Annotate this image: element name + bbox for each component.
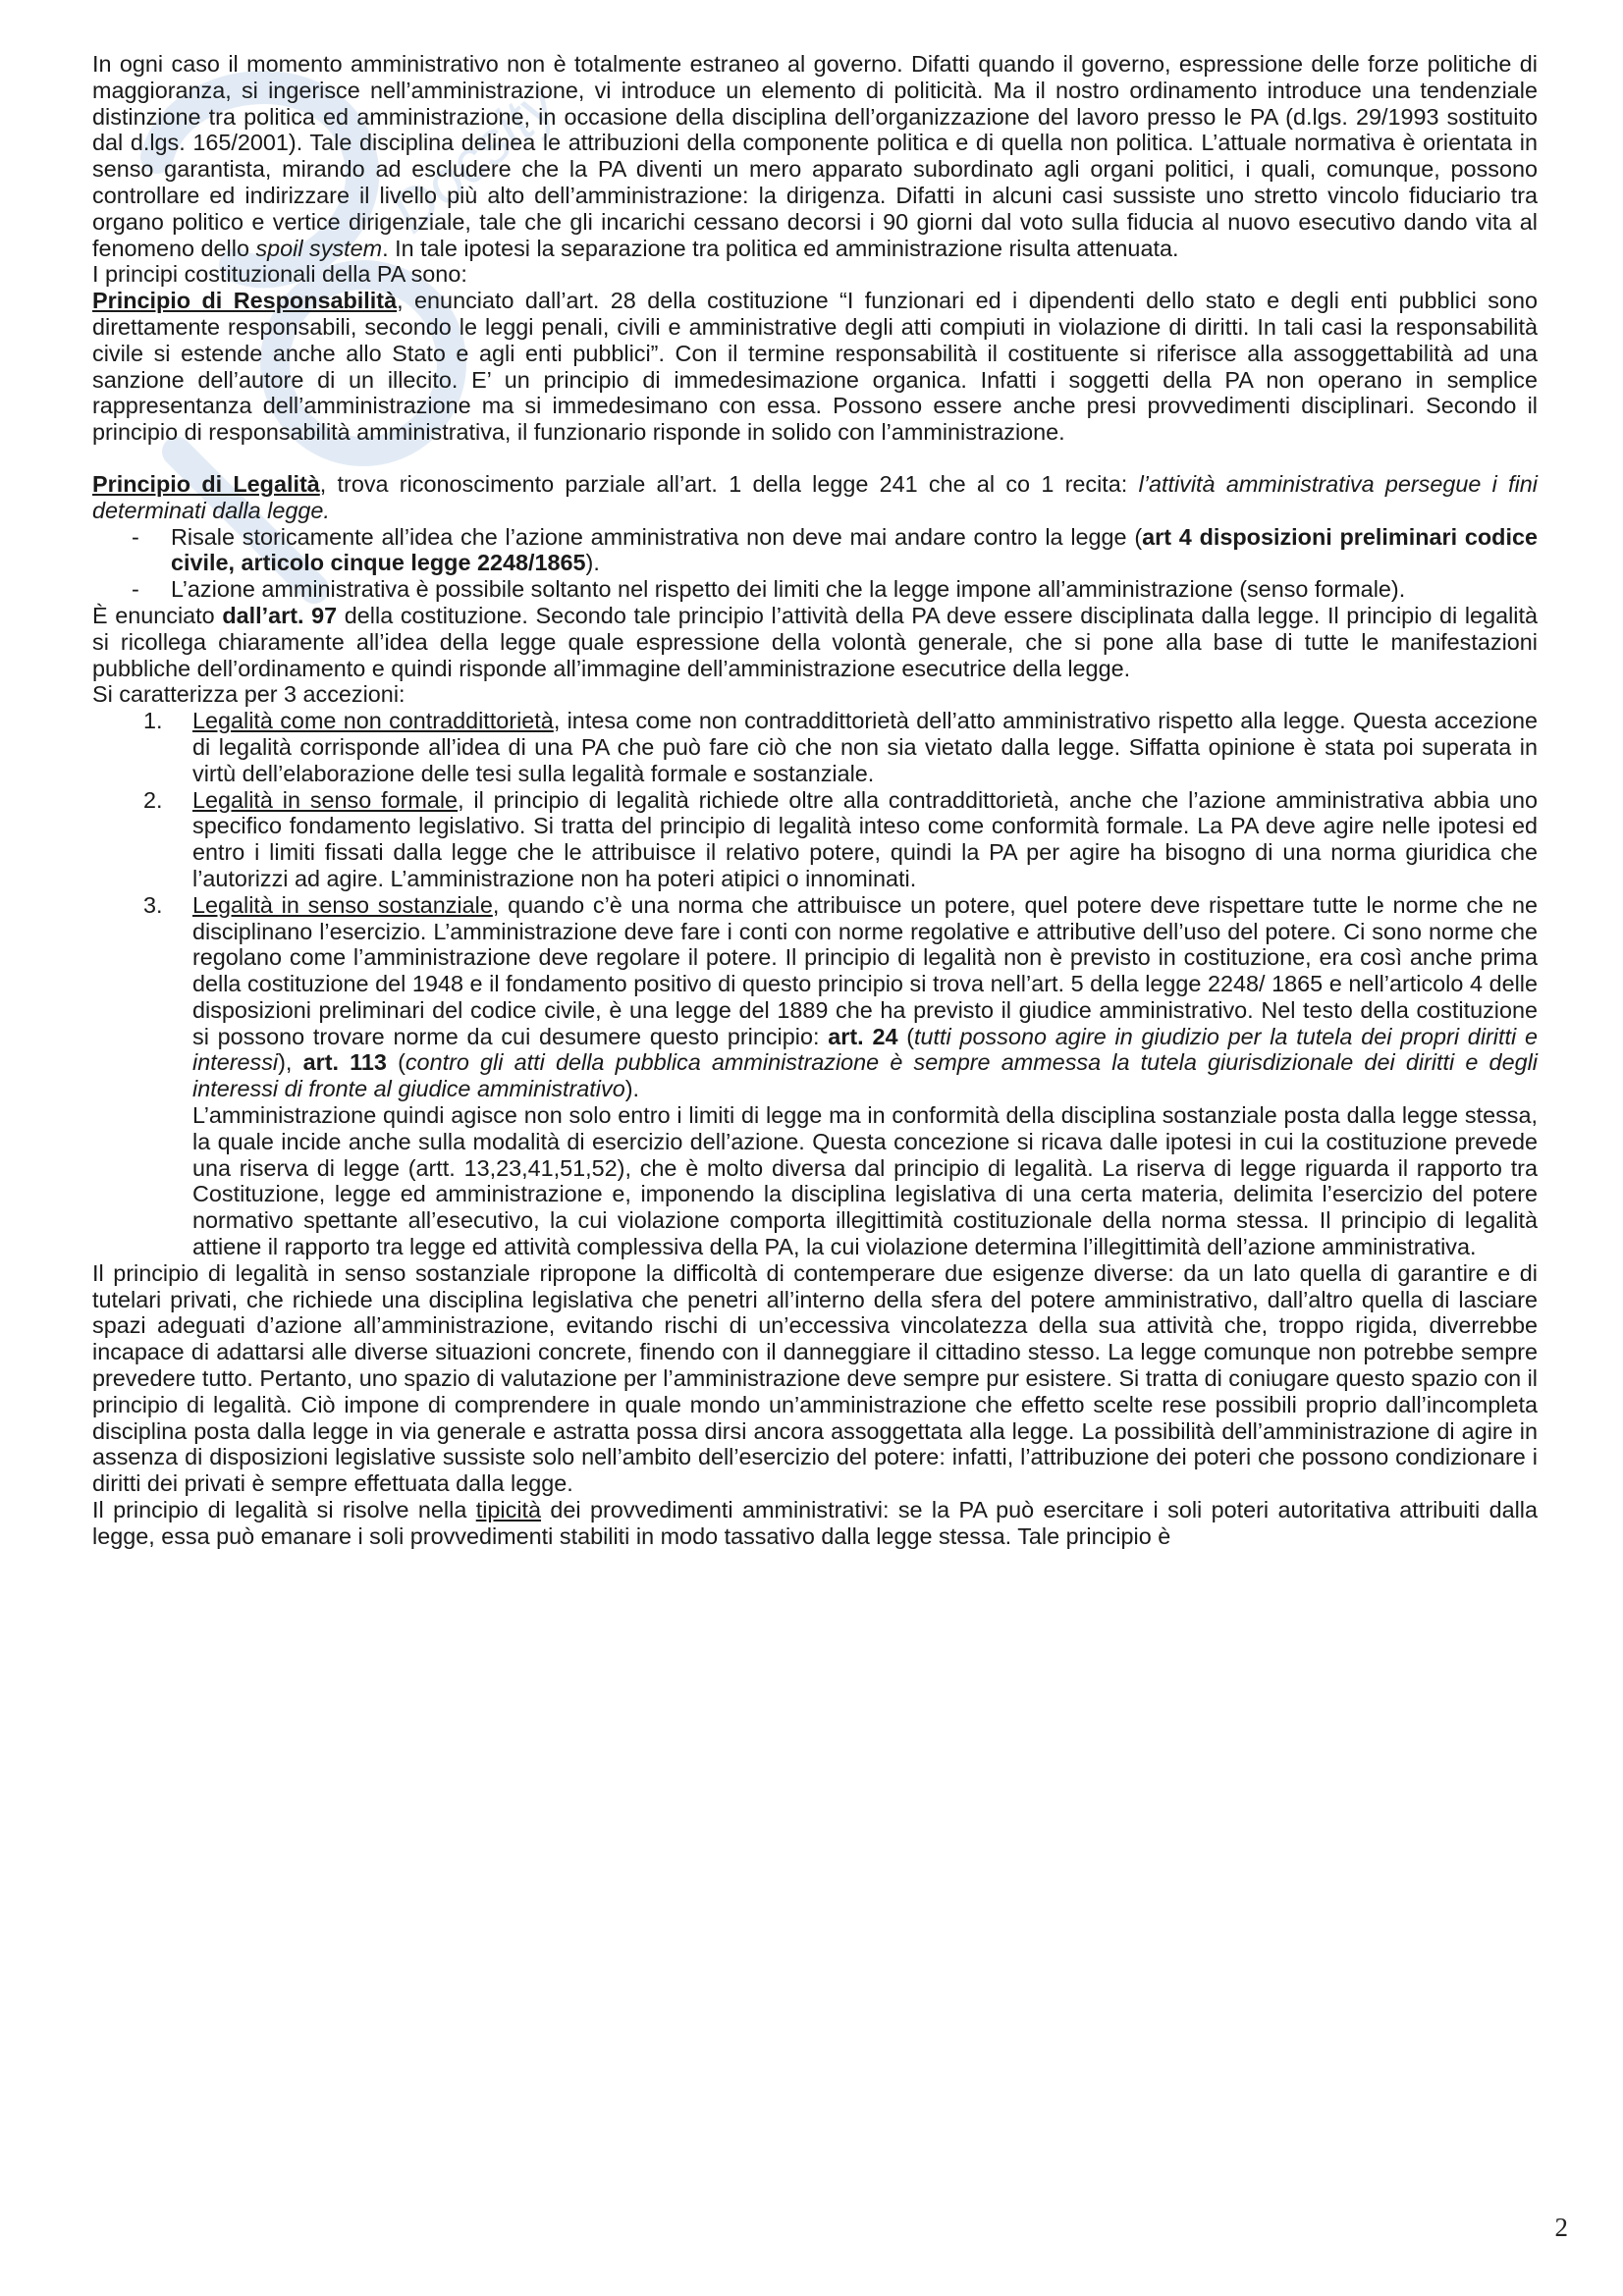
legality-enunciation: È enunciato dall’art. 97 della costituzione. Secondo tale principio l’attività della PA deve essere disciplinata dalla legge. Il principio di legalità si ricollega chiaramente all’idea della legge quale espressione della volontà generale, che si pone alla base di tutte le manifestazioni pubbliche dell’ordinamento e quindi risponde all’immagine dell’amministrazione esecutrice della legge. [92,602,1538,681]
legality-heading: Principio di Legalità [92,470,320,497]
accezioni-intro: Si caratterizza per 3 accezioni: [92,681,406,708]
responsibility-paragraph: Principio di Responsabilità, enunciato dall’art. 28 della costituzione “I funzionari ed i dipendenti dello stato e degli enti pubblici sono direttamente responsabili, secondo le leggi penali, civili e amministrative degli atti compiuti in violazione di diritti. In tali casi la responsabilità civile si estende anche allo Stato e agli enti pubblici”. Con il termine responsabilità il costituente si riferisce alla assoggettabilità ad una sanzione dell’autore di un illecito. E’ un principio di immedesimazione organica. Infatti i soggetti della PA non operano in semplice rappresentanza dell’amministrazione ma si immedesimano con essa. Possono essere anche presi provvedimenti disciplinari. Secondo il principio di responsabilità amministrativa, il funzionario risponde in solido con l’amministrazione. [92,288,1539,446]
typicality-paragraph: Il principio di legalità si risolve nella tipicità dei provvedimenti amministrativi: se la PA può esercitare i soli poteri autoritativa attribuiti dalla legge, essa può emanare i soli provvedimenti stabiliti in modo tassativo dalla legge stessa. Tale principio è [92,1497,1539,1549]
document-page [92,51,1538,1550]
watermark-text: Docsity [378,71,569,245]
numbered-item: 2. Legalità in senso formale, il principio di legalità richiede oltre alla contraddittorietà, anche che l’azione amministrativa abbia uno specifico fondamento legislativo. Si tratta del principio di legalità inteso come conformità formale. La PA deve agire nelle ipotesi ed entro i limiti fissati dalla legge che le attribuisce il relativo potere, quindi la PA per agire ha bisogno di una norma giuridica che l’autorizzi ad agire. L’amministrazione non ha poteri atipici o innominati. [143,786,1538,891]
closing-paragraph: Il principio di legalità in senso sostanziale ripropone la difficoltà di contemperare due esigenze diverse: da un lato quella di garantire e di tutelari privati, che richiede una disciplina legislativa che penetri all’interno della sfera del potere amministrativo, dall’altro quella di lasciare spazi adeguati d’azione all’amministrazione, evitando rischi di un’eccessiva vincolatezza della sua attività che, troppo rigida, diverrebbe incapace di adattarsi alle diverse situazioni concrete, finendo con il danneggiare il cittadino stesso. La legge comunque non potrebbe sempre prevedere tutto. Pertanto, uno spazio di valutazione per l’amministrazione deve sempre pur esistere. Si tratta di coniugare questo spazio con il principio di legalità. Ciò impone di comprendere in quale mondo un’amministrazione che effetto scelte rese possibili proprio dall’incompleta disciplina posta dalla legge in via generale e astratta possa dirsi ancora assoggettata alla legge. La possibilità dell’amministrazione di agire in assenza di disposizioni legislative sussiste solo nell’ambito dell’esercizio del potere: infatti, l’attribuzione dei poteri che possono condizionare i diritti dei privati è sempre effettuata dalla legge. [92,1259,1538,1497]
numbered-item-continuation: L’amministrazione quindi agisce non solo entro i limiti di legge ma in conformità della disciplina sostanziale posta dalla legge stessa, la quale incide anche sulla modalità di esercizio dell’azione. Questa concezione si ricava dalle ipotesi in cui la costituzione prevede una riserva di legge (artt. 13,23,41,51,52), che è molto diversa dal principio di legalità. La riserva di legge riguarda il rapporto tra Costituzione, legge ed amministrazione e, imponendo la disciplina legislativa di una certa materia, delimita l’esercizio del potere normativo spettante all’esecutivo, la cui violazione comporta illegittimità costituzionale della norma stessa. Il principio di legalità attiene il rapporto tra legge ed attività complessiva della PA, la cui violazione determina l’illegittimità dell’azione amministrativa. [192,1102,1538,1260]
responsibility-heading: Principio di Responsabilità [92,288,398,314]
legality-paragraph: Principio di Legalità, trova riconoscimento parziale all’art. 1 della legge 241 che al co 1 recita: l’attività amministrativa persegue i fini determinati dalla legge. [92,470,1539,523]
list-item: - Risale storicamente all’idea che l’azione amministrativa non deve mai andare contro la legge (art 4 disposizioni preliminari codice civile, articolo cinque legge 2248/1865). [132,523,1538,576]
principles-intro: I principi costituzionali della PA sono: [92,261,467,288]
numbered-item: 1. Legalità come non contraddittorietà, intesa come non contraddittorietà dell’atto amministrativo rispetto alla legge. Questa accezione di legalità corrisponde all’idea di una PA che può fare ciò che non sia vietato dalla legge. Siffatta opinione è stata poi superata in virtù dell’elaborazione delle tesi sulla legalità formale e sostanziale. [143,708,1539,786]
intro-paragraph: In ogni caso il momento amministrativo non è totalmente estraneo al governo. Difatti quando il governo, espressione delle forze politiche di maggioranza, si ingerisce nell’amministrazione, vi introduce un elemento di politicità. Ma il nostro ordinamento introduce una tendenziale distinzione tra politica ed amministrazione, in occasione della disciplina dell’organizzazione del lavoro presso le PA (d.lgs. 29/1993 sostituito dal d.lgs. 165/2001). Tale disciplina delinea le attribuzioni della componente politica e di quella non politica. L’attuale normativa è orientata in senso garantista, mirando ad escludere che la PA diventi un mero apparato subordinato agli organi politici, i quali, comunque, possono controllare ed indirizzare il livello più alto dell’amministrazione: la dirigenza. Difatti in alcuni casi sussiste uno stretto vincolo fiduciario tra organo politico e vertice dirigenziale, tale che gli incarichi cessano decorsi i 90 giorni dal voto sulla fiducia al nuovo esecutivo dando vita al fenomeno dello spoil system. In tale ipotesi la separazione tra politica ed amministrazione risulta attenuata. [92,51,1538,261]
list-item: - L’azione amministrativa è possibile soltanto nel rispetto dei limiti che la legge impone all’amministrazione (senso formale). [132,576,1406,603]
page-number: 2 [1554,2213,1568,2242]
numbered-item: 3. Legalità in senso sostanziale, quando c’è una norma che attribuisce un potere, quel potere deve rispettare tutte le norme che ne disciplinano l’esercizio. L’amministrazione deve fare i conti con norme regolative e attributive dell’uso del potere. Ci sono norme che regolano come l’amministrazione deve regolare il potere. Il principio di legalità non è previsto in costituzione, era così anche prima della costituzione del 1948 e il fondamento positivo di questo principio si trova nell’art. 5 della legge 2248/ 1865 e nell’articolo 4 delle disposizioni preliminari del codice civile, è una legge del 1889 che ha previsto il giudice amministrativo. Nel testo della costituzione si possono trovare norme da cui desumere questo principio: art. 24 (tutti possono agire in giudizio per la tutela dei propri diritti e interessi), art. 113 (contro gli atti della pubblica amministrazione è sempre ammessa la tutela giurisdizionale dei diritti e degli interessi di fronte al giudice amministrativo). [143,891,1538,1102]
